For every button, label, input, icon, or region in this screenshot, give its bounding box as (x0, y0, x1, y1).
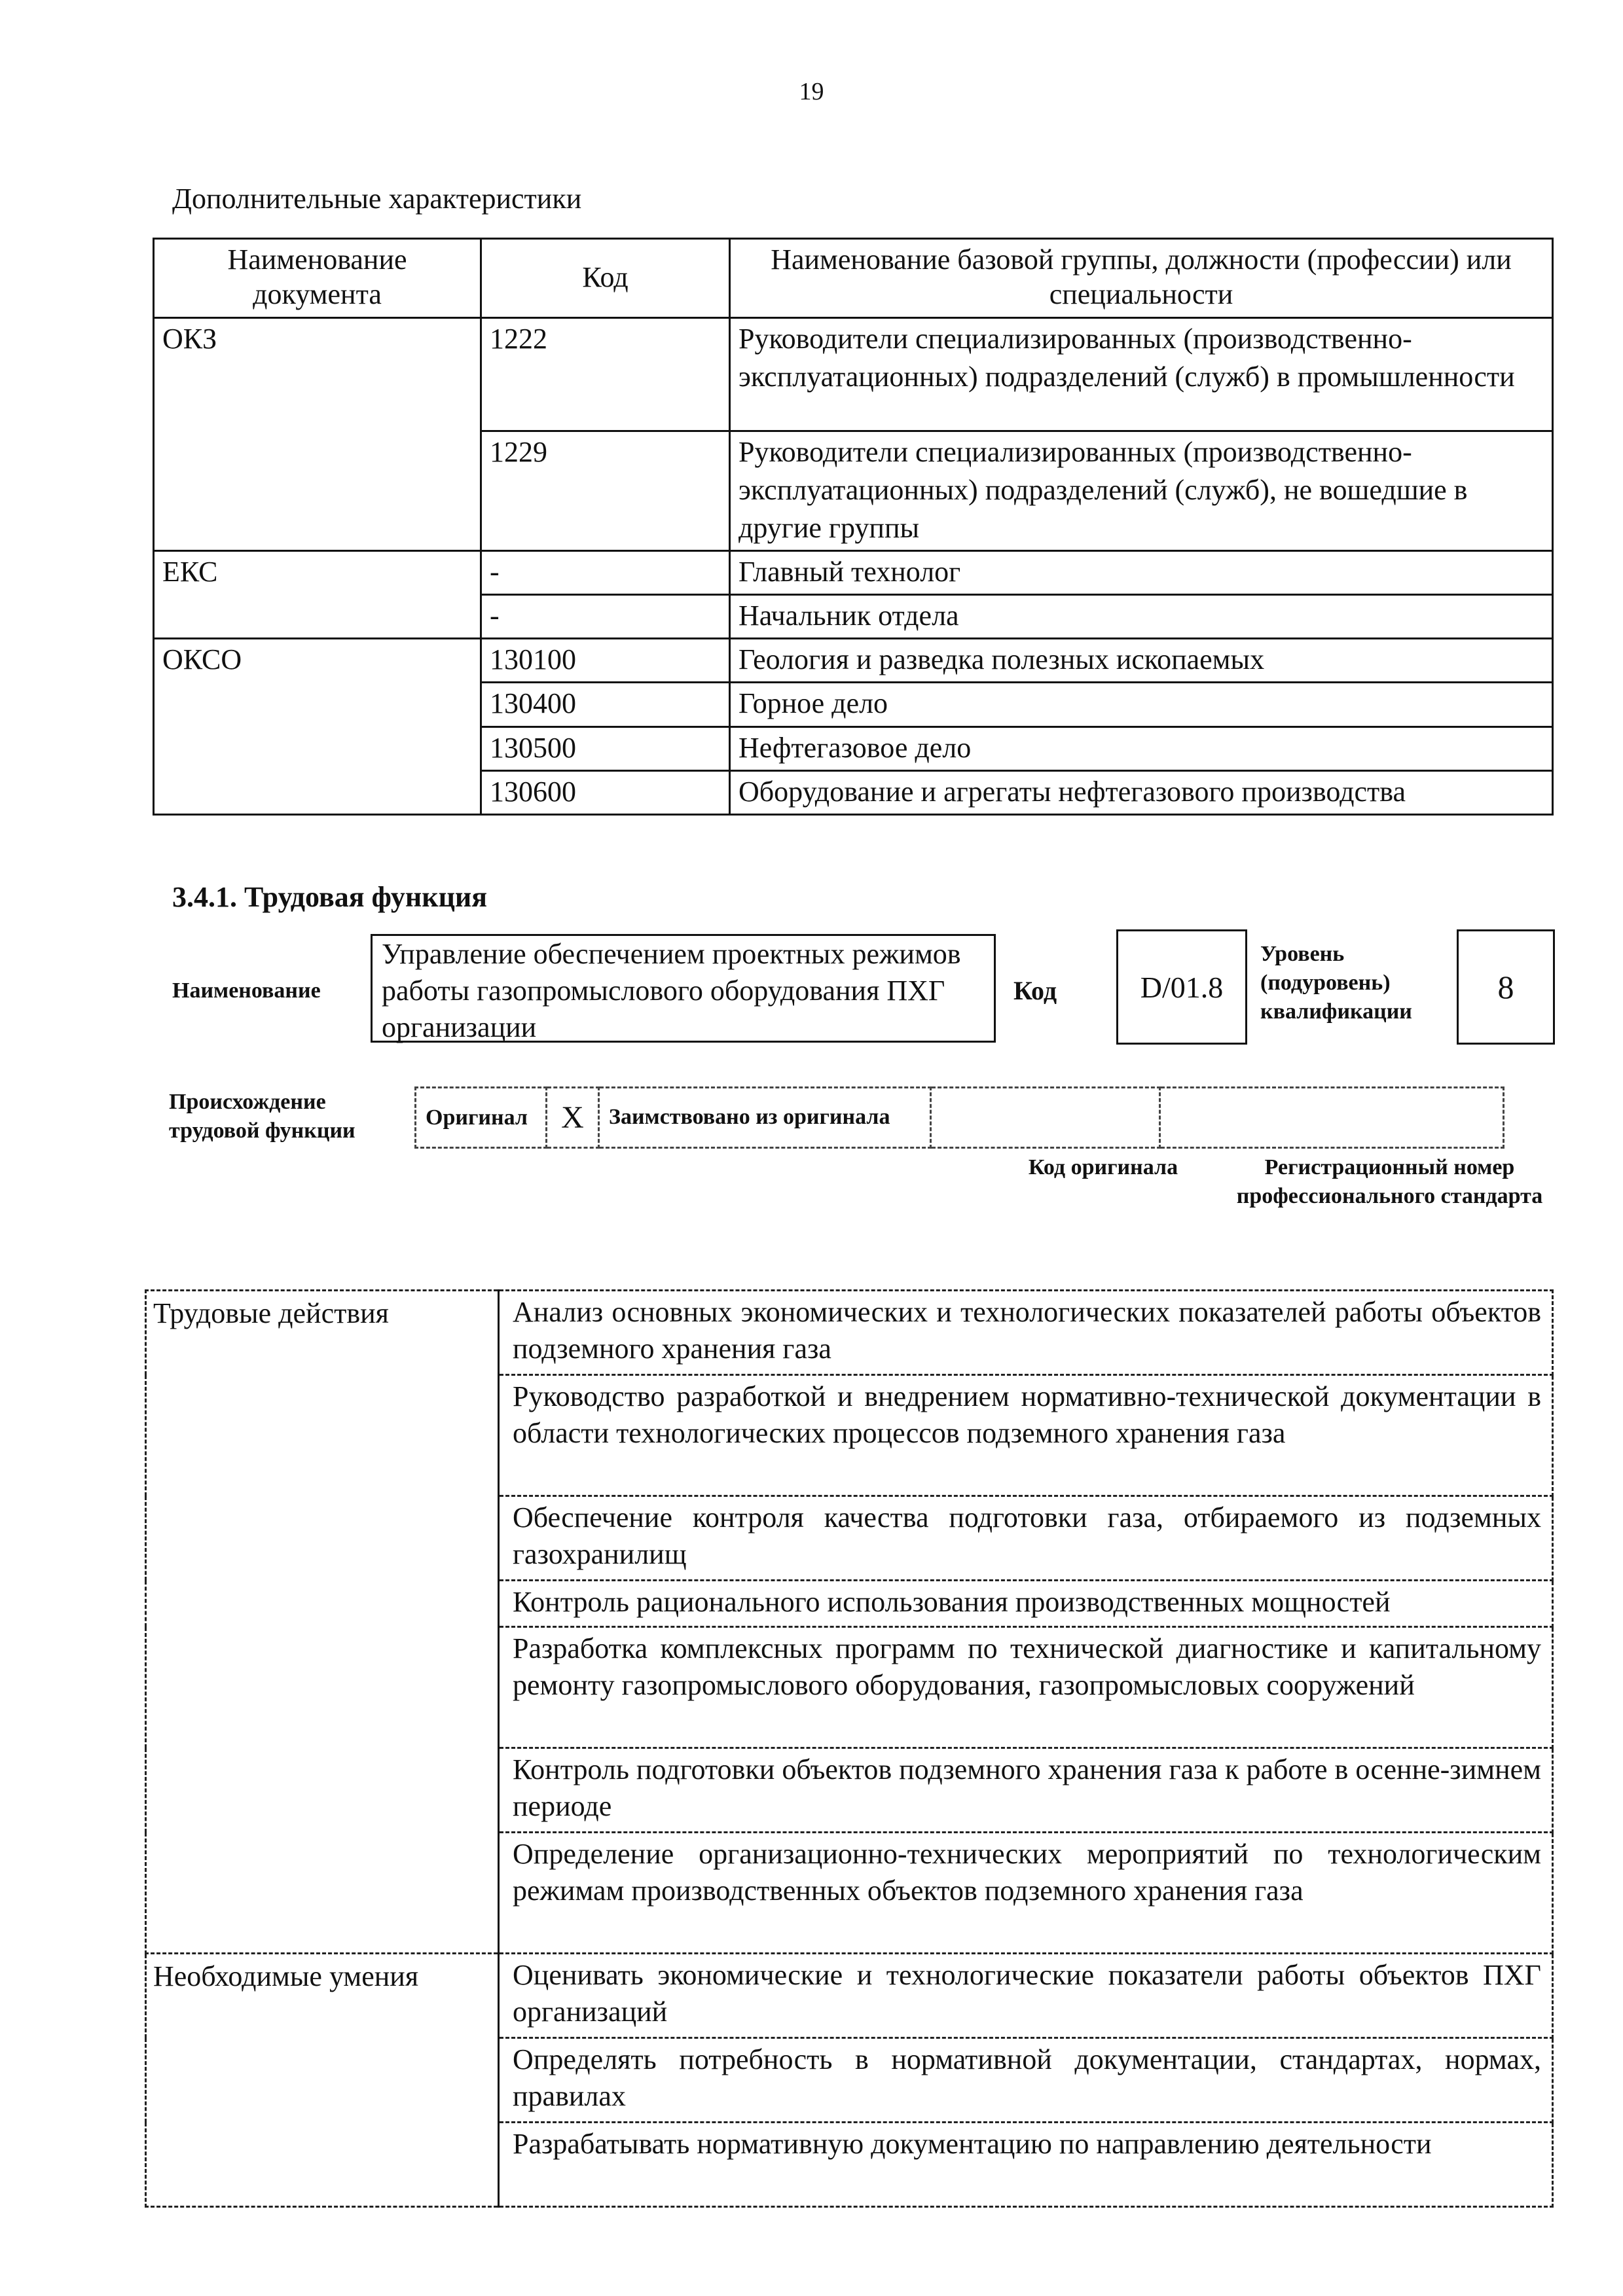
origin-label: Происхождение трудовой функции (169, 1090, 356, 1143)
header-code: Код (481, 239, 730, 318)
code-cell: 130600 (481, 770, 730, 814)
code-original-cell (931, 1088, 1160, 1148)
group-name-cell: Оборудование и агрегаты нефтегазового производства (730, 770, 1553, 814)
group-name-cell: Главный технолог (730, 551, 1553, 595)
group-name-cell: Руководители специализированных (производственно-эксплуатационных) подразделений (служб), не вошедшие в другие группы (730, 431, 1553, 551)
table-row (154, 318, 1553, 431)
actions-table (145, 1289, 1554, 2208)
labor-action-item: Определение организационно-технических мероприятий по технологическим режимам производственных объектов подземного хранения газа (499, 1833, 1553, 1954)
labor-action-item: Контроль рационального использования производственных мощностей (499, 1581, 1553, 1627)
original-label: Оригинал (416, 1088, 547, 1148)
labor-function-title: 3.4.1. Трудовая функция (172, 881, 488, 913)
reg-number-label: Регистрационный номер профессионального стандарта (1236, 1155, 1543, 1209)
labor-actions-label: Трудовые действия (146, 1291, 499, 1954)
characteristics-table (153, 238, 1554, 816)
function-name-box (371, 934, 996, 1043)
header-doc-name: Наименование документа (154, 239, 481, 318)
function-code-value: D/01.8 (1140, 970, 1224, 1004)
group-name-cell: Нефтегазовое дело (730, 726, 1553, 770)
code-cell: 130400 (481, 683, 730, 726)
code-cell: - (481, 551, 730, 595)
code-cell: 130500 (481, 726, 730, 770)
doc-cell: ОКСО (154, 639, 481, 814)
table-row (154, 551, 1553, 595)
code-label: Код (1013, 976, 1057, 1005)
borrowed-label: Заимствовано из оригинала (599, 1088, 931, 1148)
required-skill-item: Оценивать экономические и технологические показатели работы объектов ПХГ организаций (499, 1954, 1553, 2038)
page-number: 19 (799, 78, 824, 105)
labor-action-item: Руководство разработкой и внедрением нормативно-технической документации в области технологических процессов подземного хранения газа (499, 1375, 1553, 1496)
labor-action-item: Контроль подготовки объектов подземного хранения газа к работе в осенне-зимнем периоде (499, 1748, 1553, 1833)
labor-action-item: Разработка комплексных программ по технической диагностике и капитальному ремонту газопромыслового оборудования, газопромысловых сооружений (499, 1627, 1553, 1748)
required-skill-item: Определять потребность в нормативной документации, стандартах, нормах, правилах (499, 2038, 1553, 2123)
original-mark: X (547, 1088, 599, 1148)
doc-cell: ЕКС (154, 551, 481, 639)
reg-number-cell (1160, 1088, 1504, 1148)
name-label: Наименование (172, 978, 321, 1003)
code-cell: 1229 (481, 431, 730, 551)
table-row (154, 639, 1553, 683)
code-cell: - (481, 595, 730, 639)
qualification-level-box (1457, 929, 1555, 1045)
function-code-box (1116, 929, 1247, 1045)
group-name-cell: Начальник отдела (730, 595, 1553, 639)
code-cell: 1222 (481, 318, 730, 431)
origin-table (414, 1086, 1504, 1149)
doc-cell: ОКЗ (154, 318, 481, 551)
qualification-level-value: 8 (1497, 969, 1514, 1005)
table-row (146, 1291, 1553, 1375)
group-name-cell: Геология и разведка полезных ископаемых (730, 639, 1553, 683)
required-skills-label: Необходимые умения (146, 1954, 499, 2207)
labor-action-item: Анализ основных экономических и технологических показателей работы объектов подземного хранения газа (499, 1291, 1553, 1375)
function-name-value: Управление обеспечением проектных режимов работы газопромыслового оборудования ПХГ организации (382, 938, 961, 1043)
group-name-cell: Горное дело (730, 683, 1553, 726)
level-label: Уровень (подуровень) квалификации (1260, 942, 1412, 1024)
table-row (146, 1954, 1553, 2038)
table-header-row (154, 239, 1553, 318)
group-name-cell: Руководители специализированных (производственно-эксплуатационных) подразделений (служб) в промышленности (730, 318, 1553, 431)
code-original-label: Код оригинала (1028, 1155, 1178, 1179)
header-group-name: Наименование базовой группы, должности (профессии) или специальности (730, 239, 1553, 318)
code-cell: 130100 (481, 639, 730, 683)
labor-action-item: Обеспечение контроля качества подготовки газа, отбираемого из подземных газохранилищ (499, 1496, 1553, 1581)
required-skill-item: Разрабатывать нормативную документацию по направлению деятельности (499, 2123, 1553, 2207)
section-heading: Дополнительные характеристики (172, 183, 582, 215)
